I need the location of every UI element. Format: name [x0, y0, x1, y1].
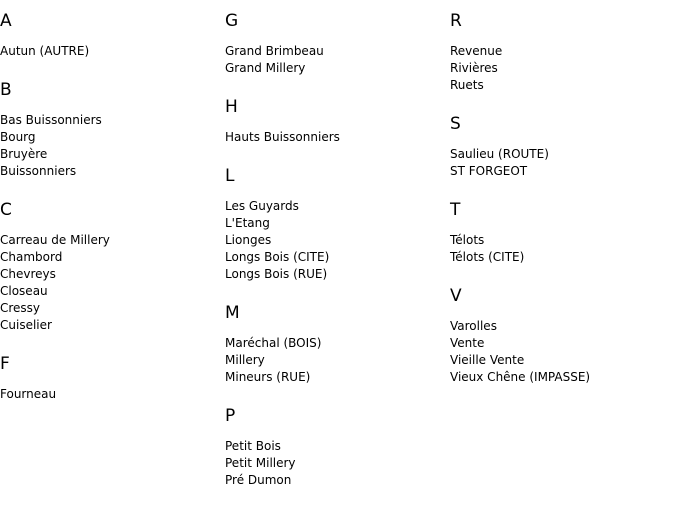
index-column-3 [450, 10, 670, 405]
street-item[interactable]: Revenue [450, 44, 503, 58]
letter-heading: V [450, 286, 462, 306]
letter-heading: S [450, 114, 461, 134]
letter-heading: A [0, 11, 12, 31]
letter-heading: H [225, 97, 238, 117]
street-item[interactable]: Grand Millery [225, 61, 306, 75]
street-item[interactable]: Autun (AUTRE) [0, 44, 90, 58]
street-item[interactable]: Bourg [0, 130, 36, 144]
street-item[interactable]: Chevreys [0, 267, 56, 281]
letter-heading: F [0, 354, 10, 374]
street-item[interactable]: Fourneau [0, 387, 57, 401]
letter-group-t [450, 199, 670, 266]
street-item[interactable]: L'Etang [225, 216, 270, 230]
street-item[interactable]: Vieux Chêne (IMPASSE) [450, 370, 591, 384]
street-list [450, 318, 670, 386]
street-item[interactable]: Ruets [450, 78, 484, 92]
street-list [225, 438, 445, 489]
letter-group-l [225, 165, 445, 283]
street-item[interactable]: Cressy [0, 301, 41, 315]
letter-heading: T [450, 200, 461, 220]
street-item[interactable]: Longs Bois (CITE) [225, 250, 330, 264]
letter-heading: C [0, 200, 12, 220]
street-item[interactable]: Hauts Buissonniers [225, 130, 340, 144]
street-item[interactable]: Mineurs (RUE) [225, 370, 311, 384]
street-list [450, 146, 670, 180]
street-item[interactable]: Saulieu (ROUTE) [450, 147, 549, 161]
letter-heading: P [225, 406, 236, 426]
street-item[interactable]: Buissonniers [0, 164, 77, 178]
letter-group-m [225, 302, 445, 386]
letter-group-p [225, 405, 445, 489]
street-item[interactable]: Télots (CITE) [450, 250, 525, 264]
street-item[interactable]: Vieille Vente [450, 353, 525, 367]
street-item[interactable]: Grand Brimbeau [225, 44, 324, 58]
street-item[interactable]: Millery [225, 353, 265, 367]
street-item[interactable]: Les Guyards [225, 199, 299, 213]
street-item[interactable]: Chambord [0, 250, 63, 264]
letter-group-g [225, 10, 445, 77]
street-item[interactable]: Pré Dumon [225, 473, 292, 487]
index-column-1 [0, 10, 220, 422]
street-list [450, 43, 670, 94]
letter-group-b [0, 79, 220, 180]
letter-heading: G [225, 11, 239, 31]
letter-group-f [0, 353, 220, 403]
street-list [225, 335, 445, 386]
street-item[interactable]: Varolles [450, 319, 497, 333]
street-item[interactable]: Télots [450, 233, 485, 247]
street-list [450, 232, 670, 266]
street-list [0, 43, 220, 60]
street-item[interactable]: Lionges [225, 233, 272, 247]
street-item[interactable]: Cuiselier [0, 318, 52, 332]
street-item[interactable]: Vente [450, 336, 485, 350]
letter-heading: L [225, 166, 235, 186]
letter-group-a [0, 10, 220, 60]
index-column-2 [225, 10, 445, 508]
letter-group-c [0, 199, 220, 334]
letter-heading: R [450, 11, 462, 31]
letter-heading: M [225, 303, 240, 323]
street-item[interactable]: Petit Bois [225, 439, 281, 453]
letter-group-v [450, 285, 670, 386]
letter-heading: B [0, 80, 12, 100]
street-list [0, 112, 220, 180]
letter-group-s [450, 113, 670, 180]
street-item[interactable]: ST FORGEOT [450, 164, 528, 178]
street-item[interactable]: Bas Buissonniers [0, 113, 102, 127]
street-list [225, 43, 445, 77]
street-list [225, 129, 445, 146]
letter-group-h [225, 96, 445, 146]
street-item[interactable]: Bruyère [0, 147, 48, 161]
letter-group-r [450, 10, 670, 94]
street-item[interactable]: Closeau [0, 284, 48, 298]
street-item[interactable]: Maréchal (BOIS) [225, 336, 322, 350]
street-item[interactable]: Petit Millery [225, 456, 296, 470]
street-list [0, 386, 220, 403]
street-list [225, 198, 445, 283]
street-list [0, 232, 220, 334]
street-item[interactable]: Rivières [450, 61, 498, 75]
street-item[interactable]: Longs Bois (RUE) [225, 267, 328, 281]
street-item[interactable]: Carreau de Millery [0, 233, 110, 247]
